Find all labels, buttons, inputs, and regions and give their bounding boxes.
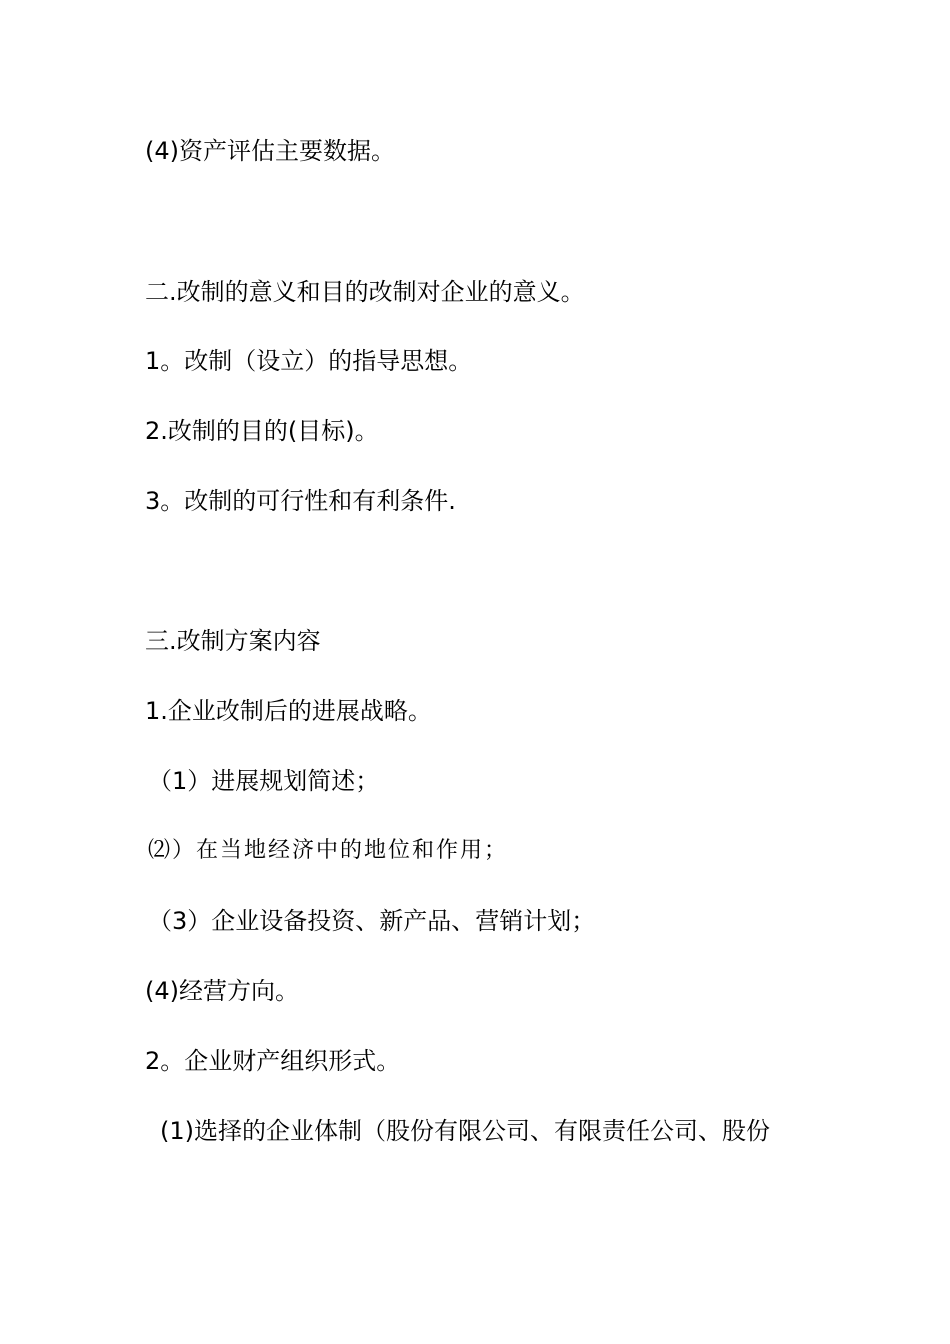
text-line: 2.改制的目的(目标)。	[145, 417, 379, 445]
text-line: （3）企业设备投资、新产品、营销计划；	[148, 907, 596, 935]
section-heading: 二.改制的意义和目的改制对企业的意义。	[145, 278, 585, 306]
text-line: （1）进展规划简述；	[148, 767, 380, 795]
text-line: (4)经营方向。	[145, 977, 299, 1005]
text-line: 1.企业改制后的进展战略。	[145, 697, 432, 725]
text-line: 2。企业财产组织形式。	[145, 1047, 401, 1075]
text-line: 1。改制（设立）的指导思想。	[145, 347, 473, 375]
text-line: ⑵）在当地经济中的地位和作用；	[148, 838, 509, 863]
section-heading: 三.改制方案内容	[145, 627, 321, 655]
text-line: (4)资产评估主要数据。	[145, 137, 395, 165]
text-line: (1)选择的企业体制（股份有限公司、有限责任公司、股份	[160, 1117, 770, 1145]
text-line: 3。改制的可行性和有利条件.	[145, 487, 456, 515]
